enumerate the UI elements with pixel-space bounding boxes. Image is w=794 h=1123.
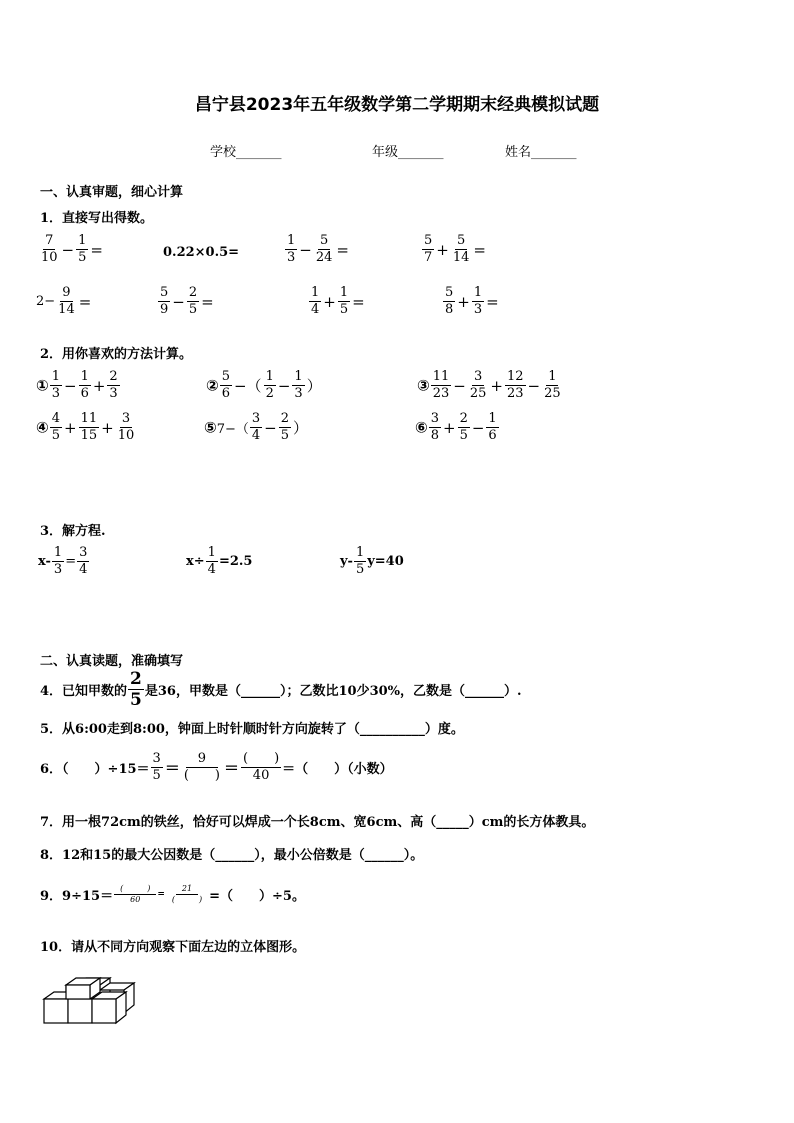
q7: 7．用一根72cm的铁丝，恰好可以焊成一个长8cm、宽6cm、高（_____）cm的长方体教具。 [40,815,595,830]
fraction: $\frac{1}{5}$ [78,233,87,265]
q3-label: 3．解方程. [40,524,106,539]
q2-expr-3: ③ $\frac{11}{23}$ − $\frac{3}{25}$ + $\frac{12}{23}$ − $\frac{1}{25}$ [417,369,561,401]
q1-item-8: $\frac{5}{8}$ + $\frac{1}{3}$ = [445,285,499,317]
q1-item-1: $\frac{7}{10}$ − $\frac{1}{5}$ = [41,233,103,265]
q2-expr-4: ④ $\frac{4}{5}$ + $\frac{11}{15}$ + $\frac{3}{10}$ [36,411,135,443]
q1-item-7: $\frac{1}{4}$ + $\frac{1}{5}$ = [311,285,365,317]
q3-equation-3: y- $\frac{1}{5}$ y=40 [340,545,404,577]
q9: 9．9÷15＝ $\frac{( )}{60}$ = $\frac{21}{( )}$ =（ ）÷5。 [40,884,305,904]
cube-figure [40,968,140,1030]
q10: 10．请从不同方向观察下面左边的立体图形。 [40,940,306,955]
q3-equation-1: x- $\frac{1}{3}$ = $\frac{3}{4}$ [38,545,88,577]
fraction: $\frac{7}{10}$ [41,233,58,265]
q2-expr-5: ⑤7−（ $\frac{3}{4}$ − $\frac{2}{5}$ ） [204,411,309,443]
q1-label: 1．直接写出得数。 [40,211,154,226]
q2-expr-2: ② $\frac{5}{6}$ −（ $\frac{1}{2}$ − $\frac{1}{3}$ ） [206,369,322,401]
q2-expr-1: ① $\frac{1}{3}$ − $\frac{1}{6}$ + $\frac{2}{3}$ [36,369,118,401]
q1-item-4: $\frac{5}{7}$ + $\frac{5}{14}$ = [424,233,486,265]
q2-label: 2．用你喜欢的方法计算。 [40,347,193,362]
q4: 4．已知甲数的 $\frac{2}{5}$ 是36，甲数是（______）；乙数比10少30%，乙数是（______）. [40,669,522,710]
q1-item-6: $\frac{5}{9}$ − $\frac{2}{5}$ = [160,285,214,317]
name-field: 姓名_______ [505,145,577,160]
q5: 5．从6:00走到8:00，钟面上时针顺时针方向旋转了（__________）度。 [40,722,464,737]
section1-title: 一、认真审题，细心计算 [40,185,184,200]
section2-title: 二、认真读题，准确填写 [40,654,184,669]
q1-item-3: $\frac{1}{3}$ − $\frac{5}{24}$ = [287,233,349,265]
q1-item-2: 0.22×0.5= [163,245,240,260]
q2-expr-6: ⑥ $\frac{3}{8}$ + $\frac{2}{5}$ − $\frac{1}{6}$ [415,411,497,443]
grade-field: 年级_______ [372,145,444,160]
q3-equation-2: x÷ $\frac{1}{4}$ =2.5 [186,545,253,577]
page-title: 昌宁县2023年五年级数学第二学期期末经典模拟试题 [194,95,600,115]
q1-item-5: 2− $\frac{9}{14}$ = [36,285,92,317]
q8: 8．12和15的最大公因数是（______），最小公倍数是（______）。 [40,848,424,863]
q6: 6．（ ）÷15＝ $\frac{3}{5}$ ＝ $\frac{9}{( )}$ ＝ $\frac{( )}{40}$ ＝（ ）（小数） [40,751,393,783]
school-field: 学校_______ [210,145,282,160]
